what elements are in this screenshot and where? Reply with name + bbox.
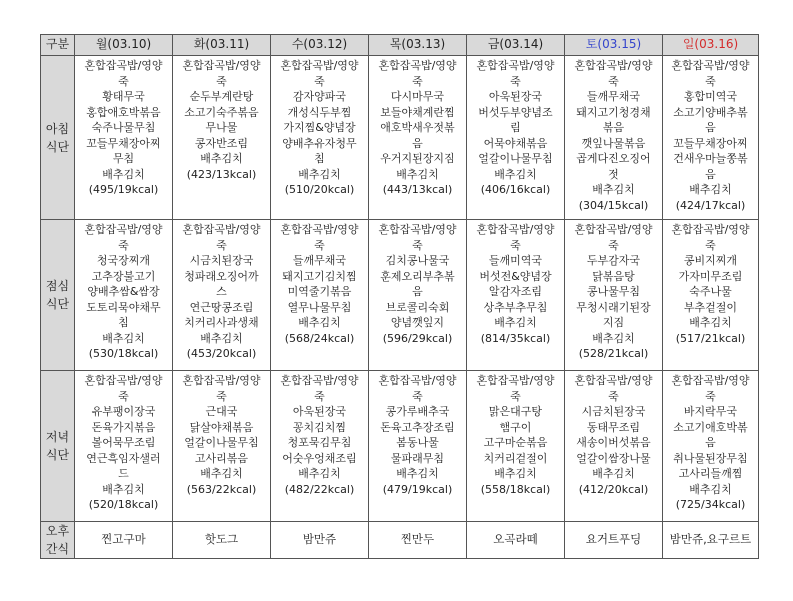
menu-line: 죽 bbox=[118, 74, 129, 88]
menu-line: 배추김치 bbox=[200, 467, 243, 480]
menu-line: 닭볶음탕 bbox=[592, 269, 635, 283]
menu-line: (423/13kcal) bbox=[186, 167, 257, 181]
menu-line: 배추김치 bbox=[102, 167, 145, 181]
menu-cell-tue bbox=[173, 56, 271, 220]
menu-line: 들깨미역국 bbox=[488, 254, 543, 267]
menu-line: 고사리들깨찜 bbox=[678, 467, 743, 480]
menu-line: 고추장불고기 bbox=[91, 269, 156, 283]
menu-line: 배추김치 bbox=[494, 167, 537, 181]
menu-line: 림 bbox=[510, 121, 521, 134]
menu-line: 돈육고추장조림 bbox=[380, 420, 455, 434]
menu-line: (517/21kcal) bbox=[675, 331, 746, 345]
menu-line: 연근흑임자샐러 bbox=[86, 451, 161, 465]
menu-line: 청국장찌개 bbox=[96, 254, 151, 267]
menu-line: 배추김치 bbox=[298, 316, 341, 329]
menu-line: 배추김치 bbox=[200, 331, 243, 345]
menu-line: 도토리묵야채무 bbox=[86, 300, 161, 314]
menu-line: (510/20kcal) bbox=[284, 183, 355, 196]
menu-line: 바지락무국 bbox=[683, 405, 738, 418]
breakfast-label bbox=[41, 56, 75, 220]
menu-line: 혼합잡곡밥/영양 bbox=[671, 223, 750, 236]
menu-line: 죽 bbox=[608, 74, 619, 88]
menu-line: 혼합잡곡밥/영양 bbox=[378, 59, 457, 72]
snack-label bbox=[41, 522, 75, 559]
menu-line: 배추김치 bbox=[298, 467, 341, 480]
menu-line: 아욱된장국 bbox=[292, 405, 347, 418]
header-row bbox=[41, 35, 759, 56]
menu-line: 꼬들무채장아찌 bbox=[86, 136, 161, 150]
menu-line: 김치콩나물국 bbox=[385, 254, 450, 267]
menu-line: 스 bbox=[216, 285, 227, 298]
menu-line: 혼합잡곡밥/영양 bbox=[671, 59, 750, 72]
menu-cell-fri bbox=[467, 56, 565, 220]
menu-line: 황태무국 bbox=[102, 90, 145, 103]
menu-line: 양배추쌈&쌈장 bbox=[87, 285, 160, 298]
menu-line: 배추김치 bbox=[298, 167, 341, 181]
menu-line: 닭살야채볶음 bbox=[189, 420, 254, 434]
menu-line: 열무나물무침 bbox=[287, 300, 352, 314]
menu-line: 배추김치 bbox=[592, 331, 635, 345]
menu-line: 건새우마늘쫑볶 bbox=[673, 152, 748, 165]
menu-line: 혼합잡곡밥/영양 bbox=[182, 223, 261, 236]
menu-cell-tue bbox=[173, 371, 271, 522]
menu-line: 치커리겉절이 bbox=[483, 451, 548, 465]
menu-line: 배추김치 bbox=[494, 316, 537, 329]
menu-line: 죽 bbox=[314, 389, 325, 403]
menu-line: 배추김치 bbox=[592, 467, 635, 480]
meal-label-line: 식단 bbox=[45, 139, 70, 154]
menu-line: 감자양파국 bbox=[292, 90, 347, 103]
menu-line: 죽 bbox=[314, 74, 325, 88]
menu-line: 돈육가지볶음 bbox=[91, 420, 156, 434]
menu-line: 죽 bbox=[216, 389, 227, 403]
meal-label-line: 식단 bbox=[45, 297, 70, 311]
snack-cell-fri: 오곡라떼 bbox=[467, 522, 565, 559]
menu-line: (443/13kcal) bbox=[382, 183, 453, 196]
menu-line: 곱게다진오징어 bbox=[576, 152, 651, 165]
menu-line: 지짐 bbox=[602, 316, 625, 329]
menu-line: 순두부계란탕 bbox=[189, 90, 254, 103]
menu-line: 죽 bbox=[510, 238, 521, 252]
menu-line: 들깨무채국 bbox=[586, 90, 641, 103]
menu-line: 죽 bbox=[216, 238, 227, 252]
menu-line: 죽 bbox=[608, 238, 619, 252]
menu-line: 콩자반조림 bbox=[194, 136, 249, 150]
day-header-sat: 토(03.15) bbox=[565, 35, 663, 56]
menu-line: 음 bbox=[705, 121, 716, 134]
meal-label-line: 아침 bbox=[45, 121, 70, 136]
menu-line: 음 bbox=[705, 167, 716, 181]
menu-line: 다시마무국 bbox=[390, 90, 445, 103]
menu-line: (453/20kcal) bbox=[186, 347, 257, 360]
meal-label-line: 식단 bbox=[45, 448, 70, 462]
menu-line: 배추김치 bbox=[494, 467, 537, 480]
menu-line: 고구마순볶음 bbox=[483, 436, 548, 449]
menu-line: (479/19kcal) bbox=[382, 482, 453, 496]
menu-line: 콩비지찌개 bbox=[683, 254, 738, 267]
menu-line: 볼어묵무조림 bbox=[91, 436, 156, 449]
dinner-row bbox=[41, 371, 759, 522]
menu-line: 배추김치 bbox=[102, 331, 145, 345]
menu-line: 죽 bbox=[314, 238, 325, 252]
menu-cell-mon bbox=[75, 56, 173, 220]
menu-line: (304/15kcal) bbox=[578, 198, 649, 212]
menu-line: (596/29kcal) bbox=[382, 331, 453, 345]
category-header: 구분 bbox=[41, 35, 75, 56]
menu-line: 숙주나물무침 bbox=[91, 121, 156, 134]
menu-line: 동태무조림 bbox=[586, 420, 641, 434]
menu-line: 어숫우엉채조림 bbox=[282, 451, 357, 465]
menu-line: (568/24kcal) bbox=[284, 331, 355, 345]
dinner-label bbox=[41, 371, 75, 522]
menu-cell-fri bbox=[467, 220, 565, 371]
menu-line: 소고기애호박볶 bbox=[673, 420, 748, 434]
menu-line: (725/34kcal) bbox=[675, 498, 746, 511]
menu-line: 혼합잡곡밥/영양 bbox=[182, 59, 261, 72]
menu-line: 두부감자국 bbox=[586, 254, 641, 267]
menu-line: 가지찜&양념장 bbox=[283, 121, 356, 134]
menu-line: 알감자조림 bbox=[488, 285, 543, 298]
menu-cell-wed bbox=[271, 56, 369, 220]
snack-cell-thu: 찐만두 bbox=[369, 522, 467, 559]
menu-line: 배추김치 bbox=[200, 152, 243, 165]
menu-line: 배추김치 bbox=[396, 167, 439, 181]
menu-line: 돼지고기김치찜 bbox=[282, 269, 357, 283]
snack-cell-tue: 핫도그 bbox=[173, 522, 271, 559]
menu-line: 죽 bbox=[412, 74, 423, 88]
menu-line: 고사리볶음 bbox=[194, 451, 249, 465]
menu-line: 음 bbox=[705, 436, 716, 449]
weekly-menu-table bbox=[40, 34, 759, 559]
menu-cell-thu bbox=[369, 220, 467, 371]
menu-line: (558/18kcal) bbox=[480, 482, 551, 496]
menu-line: 취나물된장무침 bbox=[673, 451, 748, 465]
menu-line: 개성식두부찜 bbox=[287, 105, 352, 119]
menu-line: 소고기숙주볶음 bbox=[184, 105, 259, 119]
menu-line: 얼갈이나물무침 bbox=[478, 152, 553, 165]
menu-line: 버섯두부양념조 bbox=[478, 105, 553, 119]
menu-line: 유부팽이장국 bbox=[91, 405, 156, 418]
menu-line: 돼지고기청경채 bbox=[576, 105, 651, 119]
menu-line: 콩나물무침 bbox=[586, 285, 641, 298]
menu-line: 콩가루배추국 bbox=[385, 405, 450, 418]
menu-line: 근대국 bbox=[205, 405, 238, 418]
menu-cell-mon bbox=[75, 371, 173, 522]
menu-line: 브로콜리숙회 bbox=[385, 300, 450, 314]
menu-line: 혼합잡곡밥/영양 bbox=[574, 59, 653, 72]
menu-line: 깻잎나물볶음 bbox=[581, 136, 646, 150]
menu-line: 죽 bbox=[216, 74, 227, 88]
menu-line: 혼합잡곡밥/영양 bbox=[378, 223, 457, 236]
menu-line: 홍합미역국 bbox=[683, 90, 738, 103]
menu-line: 배추김치 bbox=[689, 183, 732, 196]
day-header-thu: 목(03.13) bbox=[369, 35, 467, 56]
menu-line: 얼갈이나물무침 bbox=[184, 436, 259, 449]
menu-line: (520/18kcal) bbox=[88, 498, 159, 511]
snack-cell-mon: 찐고구마 bbox=[75, 522, 173, 559]
menu-cell-thu bbox=[369, 371, 467, 522]
menu-line: 무침 bbox=[112, 152, 135, 165]
meal-label-line: 오후 bbox=[45, 524, 70, 538]
menu-line: 볶음 bbox=[602, 121, 625, 134]
menu-line: 소고기양배추볶 bbox=[673, 105, 748, 119]
snack-cell-sat: 요거트푸딩 bbox=[565, 522, 663, 559]
day-header-tue: 화(03.11) bbox=[173, 35, 271, 56]
meal-label-line: 저녁 bbox=[45, 430, 70, 444]
menu-line: 침 bbox=[118, 316, 129, 329]
menu-line: 죽 bbox=[412, 389, 423, 403]
menu-line: 버섯전&양념장 bbox=[479, 269, 552, 283]
day-header-mon: 월(03.10) bbox=[75, 35, 173, 56]
menu-line: 연근땅콩조림 bbox=[189, 300, 254, 314]
breakfast-row bbox=[41, 56, 759, 220]
menu-cell-sun bbox=[663, 56, 759, 220]
menu-line: 아욱된장국 bbox=[488, 90, 543, 103]
menu-line: 양념깻잎지 bbox=[390, 316, 445, 329]
menu-line: 물파래무침 bbox=[390, 451, 445, 465]
menu-line: 부추겉절이 bbox=[683, 300, 738, 314]
menu-line: 치커리사과생채 bbox=[184, 316, 259, 329]
menu-line: (528/21kcal) bbox=[578, 347, 649, 360]
menu-line: 맑은대구탕 bbox=[488, 405, 543, 418]
menu-line: 혼합잡곡밥/영양 bbox=[182, 374, 261, 387]
menu-cell-sat bbox=[565, 371, 663, 522]
menu-cell-tue bbox=[173, 220, 271, 371]
menu-line: 침 bbox=[314, 152, 325, 165]
menu-cell-fri bbox=[467, 371, 565, 522]
menu-line: (814/35kcal) bbox=[480, 331, 551, 345]
menu-cell-wed bbox=[271, 220, 369, 371]
menu-line: 드 bbox=[118, 467, 129, 480]
menu-line: 배추김치 bbox=[689, 482, 732, 496]
menu-line: 훈제오리부추볶 bbox=[380, 269, 455, 283]
menu-line: 죽 bbox=[510, 74, 521, 88]
menu-line: 보들야채계란찜 bbox=[380, 105, 455, 119]
menu-line: (563/22kcal) bbox=[186, 482, 257, 496]
menu-line: 혼합잡곡밥/영양 bbox=[84, 223, 163, 236]
menu-line: 미역줄기볶음 bbox=[287, 285, 352, 298]
menu-line: 우거지된장지짐 bbox=[380, 152, 455, 165]
menu-cell-sat bbox=[565, 56, 663, 220]
menu-line: 새송이버섯볶음 bbox=[576, 436, 651, 449]
menu-line: 배추김치 bbox=[396, 467, 439, 480]
menu-line: 청포묵김무침 bbox=[287, 436, 352, 449]
menu-line: 양배추유자청무 bbox=[282, 136, 357, 150]
menu-line: 음 bbox=[412, 285, 423, 298]
day-header-sun: 일(03.16) bbox=[663, 35, 759, 56]
menu-line: 혼합잡곡밥/영양 bbox=[378, 374, 457, 387]
menu-line: 혼합잡곡밥/영양 bbox=[84, 59, 163, 72]
menu-cell-mon bbox=[75, 220, 173, 371]
menu-line: 봄동나물 bbox=[396, 436, 439, 449]
menu-cell-wed bbox=[271, 371, 369, 522]
menu-line: (530/18kcal) bbox=[88, 347, 159, 360]
menu-line: (495/19kcal) bbox=[88, 183, 159, 196]
menu-line: 혼합잡곡밥/영양 bbox=[280, 374, 359, 387]
menu-line: 무나물 bbox=[205, 121, 238, 134]
menu-line: (406/16kcal) bbox=[480, 183, 551, 196]
menu-line: 들깨무채국 bbox=[292, 254, 347, 267]
menu-line: 혼합잡곡밥/영양 bbox=[671, 374, 750, 387]
menu-line: 시금치된장국 bbox=[581, 405, 646, 418]
menu-line: 혼합잡곡밥/영양 bbox=[280, 223, 359, 236]
menu-cell-sat bbox=[565, 220, 663, 371]
meal-label-line: 점심 bbox=[45, 279, 70, 293]
menu-line: 젓 bbox=[608, 167, 619, 181]
snack-cell-wed: 밤만쥬 bbox=[271, 522, 369, 559]
menu-line: 무청시래기된장 bbox=[576, 300, 651, 314]
menu-line: (424/17kcal) bbox=[675, 198, 746, 212]
menu-line: 죽 bbox=[118, 238, 129, 252]
menu-line: 혼합잡곡밥/영양 bbox=[476, 374, 555, 387]
menu-line: 음 bbox=[412, 136, 423, 150]
menu-cell-thu bbox=[369, 56, 467, 220]
menu-line: 얼갈이쌈장나물 bbox=[576, 451, 651, 465]
lunch-label bbox=[41, 220, 75, 371]
menu-line: 배추김치 bbox=[689, 316, 732, 329]
menu-line: 어묵야채볶음 bbox=[483, 136, 548, 150]
menu-line: 청파래오징어까 bbox=[184, 269, 259, 283]
menu-line: 가자미무조림 bbox=[678, 269, 743, 283]
menu-line: 홍합애호박볶음 bbox=[86, 105, 161, 119]
menu-line: 죽 bbox=[705, 238, 716, 252]
menu-line: 꽁치김치찜 bbox=[292, 420, 347, 434]
snack-row bbox=[41, 522, 759, 559]
menu-line: 혼합잡곡밥/영양 bbox=[574, 374, 653, 387]
menu-line: 숙주나물 bbox=[689, 285, 732, 298]
menu-line: (412/20kcal) bbox=[578, 482, 649, 496]
day-header-fri: 금(03.14) bbox=[467, 35, 565, 56]
lunch-row bbox=[41, 220, 759, 371]
menu-line: 죽 bbox=[608, 389, 619, 403]
menu-line: 혼합잡곡밥/영양 bbox=[574, 223, 653, 236]
menu-line: 죽 bbox=[510, 389, 521, 403]
menu-line: 애호박새우젓볶 bbox=[380, 121, 455, 134]
day-header-wed: 수(03.12) bbox=[271, 35, 369, 56]
menu-line: (482/22kcal) bbox=[284, 482, 355, 496]
menu-cell-sun bbox=[663, 371, 759, 522]
menu-line: 배추김치 bbox=[592, 183, 635, 196]
menu-line: 시금치된장국 bbox=[189, 254, 254, 267]
menu-line: 햄구이 bbox=[499, 420, 532, 434]
menu-line: 죽 bbox=[118, 389, 129, 403]
menu-line: 혼합잡곡밥/영양 bbox=[84, 374, 163, 387]
menu-line: 꼬들무채장아찌 bbox=[673, 136, 748, 150]
meal-label-line: 간식 bbox=[45, 542, 70, 556]
menu-line: 배추김치 bbox=[102, 482, 145, 496]
snack-cell-sun: 밤만쥬,요구르트 bbox=[663, 522, 759, 559]
menu-line: 상추부추무침 bbox=[483, 300, 548, 314]
menu-line: 죽 bbox=[705, 389, 716, 403]
menu-line: 죽 bbox=[412, 238, 423, 252]
menu-line: 혼합잡곡밥/영양 bbox=[280, 59, 359, 72]
menu-line: 죽 bbox=[705, 74, 716, 88]
menu-line: 혼합잡곡밥/영양 bbox=[476, 223, 555, 236]
menu-line: 혼합잡곡밥/영양 bbox=[476, 59, 555, 72]
menu-cell-sun bbox=[663, 220, 759, 371]
